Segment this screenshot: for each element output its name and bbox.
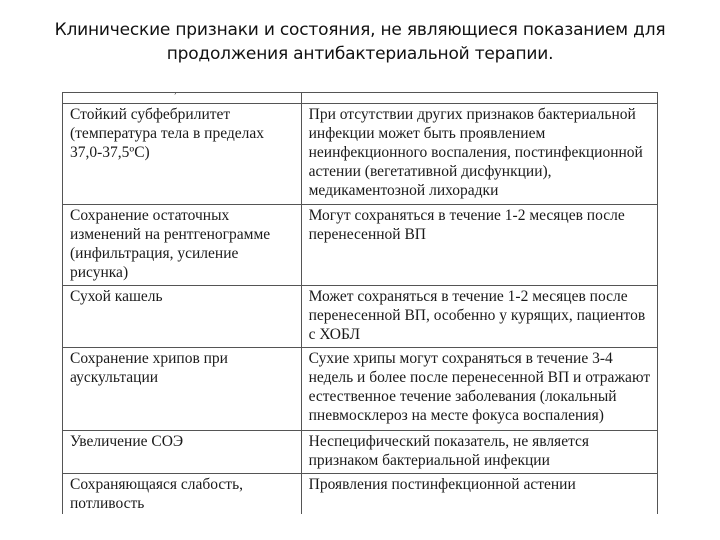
sign-cell: Сухой кашель — [63, 286, 302, 348]
table-row — [63, 104, 658, 205]
comment-cell: Сухие хрипы могут сохраняться в течение 3-4 недель и более после перенесенной ВП и отражают естественное течение заболевания (локальный пневмосклероз на месте фокуса воспаления) — [301, 348, 657, 431]
sign-cell: Увеличение СОЭ — [63, 431, 302, 474]
table-row — [63, 348, 658, 431]
table-row — [63, 286, 658, 348]
slide-title: Клинические признаки и состояния, не являющиеся показанием для продолжения антибактериальной терапии. — [54, 20, 666, 64]
comment-cell: Может сохраняться в течение 1-2 месяцев после перенесенной ВП, особенно у курящих, пациентов с ХОБЛ — [301, 286, 657, 348]
sign-cell: Сохранение остаточных изменений на рентгенограмме (инфильтрация, усиление рисунка) — [63, 205, 302, 286]
sign-cell: Сохраняющаяся слабость, потливость — [63, 474, 302, 515]
criteria-table — [62, 92, 658, 514]
table-row — [63, 205, 658, 286]
comment-cell: Проявления постинфекционной астении — [301, 474, 657, 515]
sign-cell: Стойкий субфебрилитет (температура тела в пределах 37,0-37,5ºС) — [63, 104, 302, 205]
table-row — [63, 474, 658, 515]
table-row-cropped-header — [63, 93, 658, 104]
scan-artifact-mark: , — [174, 84, 177, 96]
table-cell-empty — [63, 93, 302, 104]
comment-cell: При отсутствии других признаков бактериальной инфекции может быть проявлением неинфекционного воспаления, постинфекционной астении (вегетативной дисфункции), медикаментозной лихорадки — [301, 104, 657, 205]
table-cell-empty — [301, 93, 657, 104]
sign-cell: Сохранение хрипов при аускультации — [63, 348, 302, 431]
comment-cell: Неспецифический показатель, не является признаком бактериальной инфекции — [301, 431, 657, 474]
table-row — [63, 431, 658, 474]
comment-cell: Могут сохраняться в течение 1-2 месяцев после перенесенной ВП — [301, 205, 657, 286]
criteria-table-container — [62, 92, 660, 514]
